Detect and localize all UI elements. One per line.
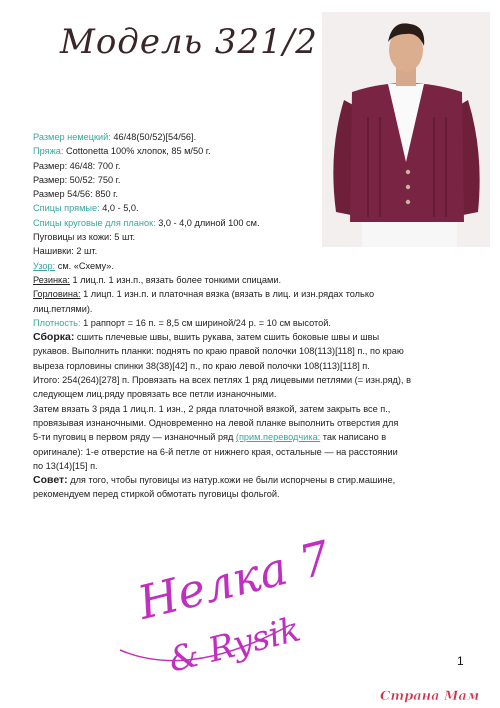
needles-line: Спицы прямые: 4,0 - 5,0.	[33, 203, 139, 214]
assembly-line: Итого: 254(264)[278] п. Провязать на всех петлях 1 ряд лицевыми петлями (= изн.ряд), в	[33, 375, 411, 386]
tip-line: Совет: для того, чтобы пуговицы из натур.кожи не были испорчены в стир.машине,	[33, 474, 396, 487]
yarn-line: Пряжа: Cottonetta 100% хлопок, 85 м/50 г.	[33, 146, 211, 157]
signature-logo	[100, 520, 380, 690]
watermark-text: Страна Мам	[380, 689, 480, 704]
pattern-line: Узор: см. «Схему».	[33, 260, 114, 271]
amount-line: Размер: 50/52: 750 г.	[33, 174, 121, 185]
buttons-line: Пуговицы из кожи: 5 шт.	[33, 232, 136, 243]
circular-needles-line: Спицы круговые для планок: 3,0 - 4,0 длиной 100 см.	[33, 217, 260, 228]
amount-line: Размер: 46/48: 700 г.	[33, 160, 121, 171]
amount-line: Размер 54/56: 850 г.	[33, 189, 118, 200]
patches-line: Нашивки: 2 шт.	[33, 246, 98, 257]
gauge-line: Плотность: 1 раппорт = 16 п. = 8,5 см шириной/24 р. = 10 см высотой.	[33, 317, 331, 328]
assembly-line: рукавов. Выполнить планки: поднять по краю правой полочки 108(113)[118] п., по краю	[33, 346, 404, 357]
assembly-line: провязывая изнаночными. Одновременно на левой планке выполнить отверстия для	[33, 417, 399, 428]
rib-line: Резинка: 1 лиц.п. 1 изн.п., вязать более тонкими спицами.	[33, 274, 282, 285]
assembly-line: Затем вязать 3 ряда 1 лиц.п. 1 изн., 2 ряда платочной вязкой, затем закрыть все п.,	[33, 403, 391, 414]
assembly-line: выреза горловины спинки 38(38)[42] п., по краю левой полочки 108(113)[118] п.	[33, 360, 370, 371]
assembly-line: Сборка: сшить плечевые швы, вшить рукава, затем сшить боковые швы и швы	[33, 331, 380, 344]
assembly-line: следующем лиц.ряду провязать все петли изнаночными.	[33, 389, 277, 400]
watermark-logo	[378, 684, 498, 706]
tip-line: рекомендуем перед стиркой обмотать пуговицы фольгой.	[33, 489, 280, 500]
size-line: Размер немецкий: 46/48(50/52)[54/56].	[33, 132, 197, 142]
pattern-description	[33, 130, 473, 502]
assembly-line: оригинале): 1-е отверстие на 6-й петле от нижнего края, остальные — на расстоянии	[33, 446, 398, 457]
page-title: Модель 321/2	[60, 22, 318, 62]
assembly-line: 5-ти пуговиц в первом ряду — изнаночный ряд (прим.переводчика: так написано в	[33, 432, 387, 443]
neckline-line: Горловина: 1 лицп. 1 изн.п. и платочная вязка (вязать в лиц. и изн.рядах только	[33, 289, 375, 300]
page-number: 1	[457, 654, 464, 668]
assembly-line: по 13(14)[15] п.	[33, 460, 98, 471]
signature-line-1: Нелка 7	[132, 530, 336, 630]
signature-line-2: & Rysik	[164, 609, 305, 681]
neckline-line-cont: лиц.петлями).	[33, 303, 93, 314]
